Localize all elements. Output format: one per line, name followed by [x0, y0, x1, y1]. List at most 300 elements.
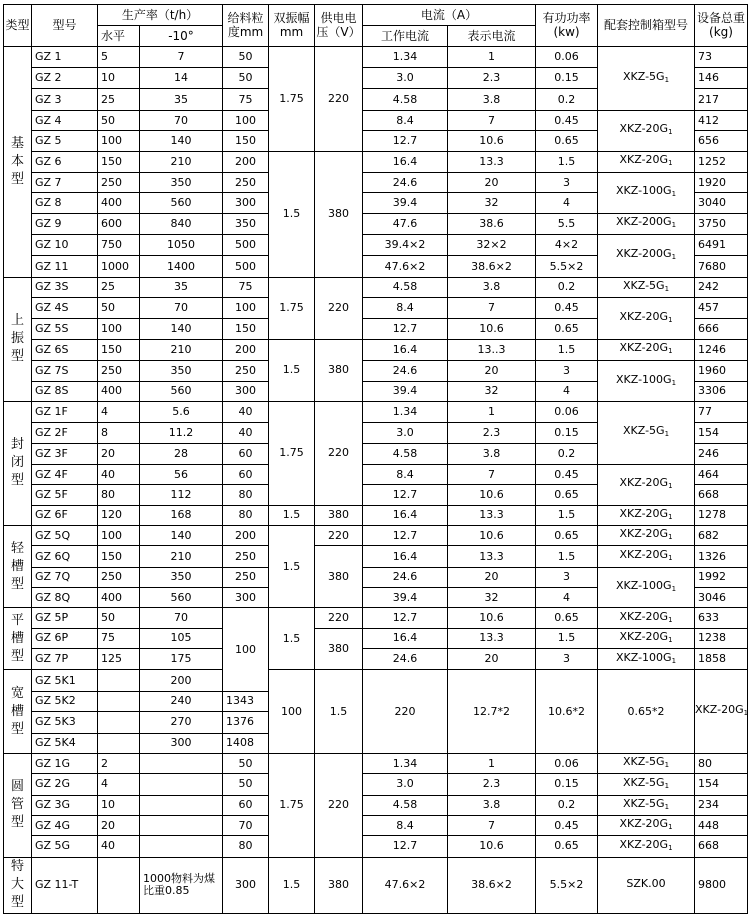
- group-type-cell: [4, 857, 32, 913]
- horizontal-rate-cell: 750: [98, 234, 140, 255]
- control-box-cell: [598, 815, 695, 835]
- power-cell: 0.06: [536, 46, 598, 67]
- horizontal-rate-cell: 80: [98, 485, 140, 505]
- model-cell: GZ 7P: [32, 649, 98, 670]
- control-box-cell: [598, 339, 695, 360]
- model-cell: GZ 4: [32, 110, 98, 130]
- work-current-cell: 47.6×2: [363, 857, 448, 913]
- weight-cell: 3046: [695, 588, 748, 608]
- display-current-cell: 32×2: [448, 234, 536, 255]
- work-current-cell: 39.4: [363, 381, 448, 401]
- feed-size-cell: 100: [269, 670, 315, 753]
- control-box-cell: [598, 213, 695, 234]
- model-cell: GZ 2: [32, 68, 98, 89]
- spec-table: [3, 4, 748, 914]
- control-box-subscript: 1: [668, 615, 673, 624]
- amplitude-cell: 1.75: [269, 401, 315, 505]
- horizontal-rate-cell: [98, 691, 140, 711]
- display-current-cell: 38.6×2: [448, 857, 536, 913]
- horizontal-rate-cell: 5: [98, 46, 140, 67]
- weight-cell: 1278: [695, 505, 748, 525]
- table-row: [4, 815, 748, 835]
- weight-cell: 146: [695, 68, 748, 89]
- power-cell: 0.45: [536, 110, 598, 130]
- work-current-cell: 1.34: [363, 401, 448, 422]
- control-box-cell: [598, 464, 695, 505]
- horizontal-rate-cell: 75: [98, 628, 140, 648]
- work-current-cell: 16.4: [363, 546, 448, 567]
- model-cell: GZ 3S: [32, 277, 98, 297]
- work-current-cell: 8.4: [363, 298, 448, 319]
- control-box-cell: [598, 836, 695, 857]
- horizontal-rate-cell: 50: [98, 298, 140, 319]
- display-current-cell: 32: [448, 588, 536, 608]
- table-row: [4, 795, 748, 815]
- display-current-cell: 10.6: [448, 131, 536, 151]
- horizontal-rate-cell: 250: [98, 361, 140, 381]
- work-current-cell: 12.7: [363, 131, 448, 151]
- feed-size-cell: 75: [223, 277, 269, 297]
- header-control-box: 配套控制箱型号: [598, 5, 695, 47]
- group-type-label: 特大型: [10, 859, 24, 911]
- feed-size-cell: 250: [223, 172, 269, 192]
- control-box-subscript: 1: [664, 761, 670, 770]
- weight-cell: 1252: [695, 151, 748, 172]
- power-cell: 3: [536, 361, 598, 381]
- display-current-cell: 13.3: [448, 151, 536, 172]
- group-type-label: 平槽型: [10, 612, 24, 664]
- table-row: [4, 525, 748, 545]
- inclined-rate-cell: 560: [140, 588, 223, 608]
- control-box-cell: [598, 753, 695, 773]
- horizontal-rate-cell: [98, 712, 140, 733]
- power-cell: 0.65: [536, 608, 598, 628]
- weight-cell: 242: [695, 277, 748, 297]
- voltage-cell: 220: [315, 401, 363, 505]
- display-current-cell: 20: [448, 172, 536, 192]
- inclined-rate-cell: 175: [140, 649, 223, 670]
- power-cell: 5.5: [536, 213, 598, 234]
- feed-size-cell: 500: [223, 256, 269, 277]
- weight-cell: 656: [695, 131, 748, 151]
- horizontal-rate-cell: 400: [98, 381, 140, 401]
- group-type-cell: [4, 401, 32, 525]
- inclined-rate-cell: 350: [140, 172, 223, 192]
- power-cell: 0.15: [536, 774, 598, 795]
- horizontal-rate-cell: 25: [98, 277, 140, 297]
- feed-size-cell: 200: [223, 151, 269, 172]
- group-type-label: 宽槽型: [10, 685, 24, 737]
- power-cell: 0.06: [536, 401, 598, 422]
- voltage-cell: 380: [315, 151, 363, 277]
- weight-cell: 154: [695, 423, 748, 443]
- inclined-rate-cell: 1000物料为煤比重0.85: [140, 857, 223, 913]
- inclined-rate-cell: 7: [140, 46, 223, 67]
- table-row: [4, 628, 748, 648]
- header-model: 型号: [32, 5, 98, 47]
- model-cell: GZ 7S: [32, 361, 98, 381]
- inclined-rate-cell: 70: [140, 110, 223, 130]
- model-cell: GZ 8S: [32, 381, 98, 401]
- inclined-rate-cell: 140: [140, 131, 223, 151]
- work-current-cell: 39.4: [363, 193, 448, 213]
- weight-cell: 412: [695, 110, 748, 130]
- feed-size-cell: 50: [223, 774, 269, 795]
- control-box-model: XKZ-20G: [619, 609, 669, 623]
- power-cell: 4: [536, 588, 598, 608]
- weight-cell: 217: [695, 89, 748, 110]
- table-row: [4, 464, 748, 484]
- work-current-cell: 39.4×2: [363, 234, 448, 255]
- model-cell: GZ 6Q: [32, 546, 98, 567]
- weight-cell: 448: [695, 815, 748, 835]
- control-box-model: XKZ-20G: [619, 153, 669, 167]
- control-box-subscript: 1: [668, 159, 673, 168]
- inclined-rate-cell: 140: [140, 525, 223, 545]
- control-box-model: XKZ-5G: [622, 755, 665, 769]
- control-box-cell: [598, 774, 695, 795]
- control-box-cell: [598, 567, 695, 608]
- horizontal-rate-cell: [98, 670, 140, 691]
- weight-cell: 80: [695, 753, 748, 773]
- weight-cell: 3306: [695, 381, 748, 401]
- control-box-cell: [695, 670, 748, 753]
- feed-size-cell: 250: [223, 567, 269, 587]
- display-current-cell: 20: [448, 649, 536, 670]
- display-current-cell: 3.8: [448, 443, 536, 464]
- weight-cell: 1858: [695, 649, 748, 670]
- table-row: [4, 608, 748, 628]
- weight-cell: 234: [695, 795, 748, 815]
- power-cell: 0.65*2: [598, 670, 695, 753]
- power-cell: 3: [536, 649, 598, 670]
- display-current-cell: 10.6: [448, 485, 536, 505]
- model-cell: GZ 11-T: [32, 857, 98, 913]
- display-current-cell: 7: [448, 110, 536, 130]
- feed-size-cell: 50: [223, 68, 269, 89]
- power-cell: 3: [536, 567, 598, 587]
- control-box-cell: [598, 649, 695, 670]
- control-box-cell: [598, 546, 695, 567]
- power-cell: 1.5: [536, 151, 598, 172]
- model-cell: GZ 6F: [32, 505, 98, 525]
- header-amplitude: 双振幅mm: [269, 5, 315, 47]
- power-cell: 4×2: [536, 234, 598, 255]
- work-current-cell: 1.34: [363, 753, 448, 773]
- display-current-cell: 10.6: [448, 319, 536, 339]
- power-cell: 3: [536, 172, 598, 192]
- amplitude-cell: 1.75: [269, 277, 315, 339]
- model-cell: GZ 3F: [32, 443, 98, 464]
- display-current-cell: 2.3: [448, 68, 536, 89]
- model-cell: GZ 8: [32, 193, 98, 213]
- weight-cell: 668: [695, 836, 748, 857]
- horizontal-rate-cell: 150: [98, 546, 140, 567]
- power-cell: 0.65: [536, 525, 598, 545]
- horizontal-rate-cell: 4: [98, 774, 140, 795]
- weight-cell: 3040: [695, 193, 748, 213]
- work-current-cell: 47.6: [363, 213, 448, 234]
- work-current-cell: 24.6: [363, 649, 448, 670]
- display-current-cell: 13.3: [448, 505, 536, 525]
- model-cell: GZ 5K2: [32, 691, 98, 711]
- display-current-cell: 7: [448, 464, 536, 484]
- inclined-rate-cell: [140, 753, 223, 773]
- inclined-rate-cell: 300: [140, 733, 223, 753]
- weight-cell: 6491: [695, 234, 748, 255]
- control-box-subscript: 1: [668, 315, 673, 324]
- display-current-cell: 1: [448, 401, 536, 422]
- voltage-cell: 220: [315, 277, 363, 339]
- weight-cell: 154: [695, 774, 748, 795]
- voltage-cell: 220: [315, 46, 363, 151]
- model-cell: GZ 5Q: [32, 525, 98, 545]
- inclined-rate-cell: 28: [140, 443, 223, 464]
- amplitude-cell: 1.5: [269, 339, 315, 401]
- work-current-cell: 4.58: [363, 89, 448, 110]
- control-box-model: SZK.00: [626, 876, 666, 890]
- power-cell: 0.2: [536, 443, 598, 464]
- feed-size-cell: 75: [223, 89, 269, 110]
- feed-size-cell: 80: [223, 505, 269, 525]
- control-box-cell: [598, 110, 695, 151]
- control-box-subscript: 1: [664, 781, 670, 790]
- model-cell: GZ 4G: [32, 815, 98, 835]
- table-row: [4, 649, 748, 670]
- weight-cell: 246: [695, 443, 748, 464]
- inclined-rate-cell: 840: [140, 213, 223, 234]
- control-box-subscript: 1: [671, 190, 677, 199]
- horizontal-rate-cell: 100: [98, 319, 140, 339]
- control-box-subscript: 1: [671, 378, 677, 387]
- display-current-cell: 3.8: [448, 89, 536, 110]
- control-box-subscript: 1: [664, 284, 670, 293]
- feed-size-cell: 80: [223, 836, 269, 857]
- work-current-cell: 12.7: [363, 836, 448, 857]
- table-row: [4, 298, 748, 319]
- inclined-rate-cell: 200: [140, 670, 223, 691]
- table-body: [4, 5, 748, 914]
- work-current-cell: 4.58: [363, 277, 448, 297]
- table-row: [4, 151, 748, 172]
- feed-size-cell: 200: [223, 525, 269, 545]
- horizontal-rate-cell: 2: [98, 753, 140, 773]
- work-current-cell: 8.4: [363, 110, 448, 130]
- amplitude-cell: 1.5: [269, 857, 315, 913]
- control-box-model: XKZ-100G: [615, 650, 672, 664]
- voltage-cell: 220: [315, 608, 363, 628]
- feed-size-cell: 50: [223, 46, 269, 67]
- weight-cell: 1960: [695, 361, 748, 381]
- control-box-subscript: 1: [664, 75, 670, 84]
- display-current-cell: 13.3: [448, 628, 536, 648]
- group-type-cell: [4, 608, 32, 670]
- model-cell: GZ 5F: [32, 485, 98, 505]
- voltage-cell: 380: [315, 505, 363, 525]
- work-current-cell: 12.7: [363, 525, 448, 545]
- group-type-cell: [4, 277, 32, 401]
- work-current-cell: 3.0: [363, 68, 448, 89]
- control-box-subscript: 1: [668, 128, 673, 137]
- control-box-model: XKZ-20G: [619, 629, 669, 643]
- control-box-model: XKZ-100G: [615, 184, 672, 198]
- control-box-cell: [598, 361, 695, 402]
- inclined-rate-cell: 140: [140, 319, 223, 339]
- model-cell: GZ 5K4: [32, 733, 98, 753]
- model-cell: GZ 6P: [32, 628, 98, 648]
- inclined-rate-cell: 5.6: [140, 401, 223, 422]
- feed-size-cell: 300: [223, 588, 269, 608]
- feed-size-cell: 100: [223, 298, 269, 319]
- power-cell: 4: [536, 193, 598, 213]
- display-current-cell: 1: [448, 46, 536, 67]
- power-cell: 0.45: [536, 464, 598, 484]
- weight-cell: 1408: [223, 733, 269, 753]
- control-box-subscript: 1: [668, 533, 673, 542]
- model-cell: GZ 5P: [32, 608, 98, 628]
- control-box-model: XKZ-200G: [615, 247, 672, 261]
- control-box-model: XKZ-5G: [622, 775, 665, 789]
- display-current-cell: 13.3: [448, 546, 536, 567]
- work-current-cell: 12.7: [363, 319, 448, 339]
- control-box-model: XKZ-200G: [615, 215, 672, 229]
- header-work-current: 工作电流: [363, 26, 448, 46]
- weight-cell: 9800: [695, 857, 748, 913]
- control-box-cell: [598, 795, 695, 815]
- table-row: [4, 836, 748, 857]
- horizontal-rate-cell: 20: [98, 815, 140, 835]
- work-current-cell: 24.6: [363, 172, 448, 192]
- power-cell: 1.5: [536, 339, 598, 360]
- horizontal-rate-cell: 8: [98, 423, 140, 443]
- horizontal-rate-cell: 40: [98, 836, 140, 857]
- control-box-cell: [598, 46, 695, 110]
- model-cell: GZ 5K3: [32, 712, 98, 733]
- power-cell: 0.2: [536, 795, 598, 815]
- control-box-cell: [598, 608, 695, 628]
- control-box-subscript: 1: [668, 554, 673, 562]
- amplitude-cell: 1.5: [269, 505, 315, 525]
- control-box-subscript: 1: [668, 843, 673, 852]
- amplitude-cell: 1.5: [315, 670, 363, 753]
- control-box-model: XKZ-20G: [619, 527, 669, 541]
- voltage-cell: 380: [315, 546, 363, 608]
- work-current-cell: 47.6×2: [363, 256, 448, 277]
- inclined-rate-cell: 105: [140, 628, 223, 648]
- control-box-subscript: 1: [668, 512, 673, 521]
- table-row: [4, 505, 748, 525]
- table-row: [4, 753, 748, 773]
- display-current-cell: 10.6: [448, 525, 536, 545]
- power-cell: 0.06: [536, 753, 598, 773]
- feed-size-cell: 350: [223, 213, 269, 234]
- header-display-current: 表示电流: [448, 26, 536, 46]
- header-weight: 设备总重(kg): [695, 5, 748, 47]
- horizontal-rate-cell: 4: [98, 401, 140, 422]
- model-cell: GZ 4F: [32, 464, 98, 484]
- horizontal-rate-cell: 125: [98, 649, 140, 670]
- model-cell: GZ 2F: [32, 423, 98, 443]
- control-box-cell: [598, 505, 695, 525]
- table-row: [4, 339, 748, 360]
- header-type: 类型: [4, 5, 32, 47]
- inclined-rate-cell: 168: [140, 505, 223, 525]
- control-box-cell: [598, 401, 695, 464]
- model-cell: GZ 6: [32, 151, 98, 172]
- power-cell: 0.65: [536, 131, 598, 151]
- horizontal-rate-cell: 150: [98, 339, 140, 360]
- feed-size-cell: 50: [223, 753, 269, 773]
- table-row: [4, 546, 748, 567]
- table-row: [4, 401, 748, 422]
- inclined-rate-cell: 560: [140, 193, 223, 213]
- power-cell: 0.15: [536, 68, 598, 89]
- header-horizontal: 水平: [98, 26, 140, 46]
- work-current-cell: 24.6: [363, 567, 448, 587]
- weight-cell: 1376: [223, 712, 269, 733]
- weight-cell: 1326: [695, 546, 748, 567]
- power-cell: 0.2: [536, 89, 598, 110]
- feed-size-cell: 200: [223, 339, 269, 360]
- model-cell: GZ 10: [32, 234, 98, 255]
- model-cell: GZ 8Q: [32, 588, 98, 608]
- control-box-model: XKZ-5G: [622, 424, 665, 438]
- voltage-cell: 220: [315, 525, 363, 545]
- control-box-subscript: 1: [668, 823, 673, 832]
- control-box-model: XKZ-20G: [619, 548, 669, 561]
- inclined-rate-cell: 35: [140, 89, 223, 110]
- work-current-cell: 24.6: [363, 361, 448, 381]
- power-cell: 0.65: [536, 319, 598, 339]
- feed-size-cell: 500: [223, 234, 269, 255]
- amplitude-cell: 1.75: [269, 753, 315, 857]
- inclined-rate-cell: 350: [140, 567, 223, 587]
- model-cell: GZ 7Q: [32, 567, 98, 587]
- inclined-rate-cell: 560: [140, 381, 223, 401]
- control-box-cell: [598, 277, 695, 297]
- weight-cell: 1238: [695, 628, 748, 648]
- power-cell: 0.45: [536, 298, 598, 319]
- horizontal-rate-cell: 40: [98, 464, 140, 484]
- power-cell: 1.5: [536, 546, 598, 567]
- work-current-cell: 8.4: [363, 815, 448, 835]
- group-type-label: 圆管型: [10, 779, 24, 831]
- work-current-cell: 16.4: [363, 339, 448, 360]
- table-row: [4, 774, 748, 795]
- work-current-cell: 4.58: [363, 795, 448, 815]
- header-productivity: 生产率（t/h）: [98, 5, 223, 26]
- control-box-subscript: 1: [743, 709, 749, 718]
- horizontal-rate-cell: 400: [98, 193, 140, 213]
- inclined-rate-cell: [140, 836, 223, 857]
- weight-cell: 1246: [695, 339, 748, 360]
- control-box-subscript: 1: [671, 221, 677, 230]
- power-cell: 1.5: [536, 628, 598, 648]
- control-box-cell: [598, 628, 695, 648]
- header-feed-size: 给料粒度mm: [223, 5, 269, 47]
- power-cell: 0.65: [536, 485, 598, 505]
- display-current-cell: 38.6×2: [448, 256, 536, 277]
- inclined-rate-cell: 35: [140, 277, 223, 297]
- horizontal-rate-cell: 50: [98, 608, 140, 628]
- control-box-subscript: 1: [671, 585, 677, 594]
- control-box-subscript: 1: [668, 482, 673, 491]
- weight-cell: 1343: [223, 691, 269, 711]
- display-current-cell: 10.6: [448, 608, 536, 628]
- model-cell: GZ 5K1: [32, 670, 98, 691]
- feed-size-cell: 150: [223, 319, 269, 339]
- control-box-model: XKZ-20G: [619, 817, 669, 831]
